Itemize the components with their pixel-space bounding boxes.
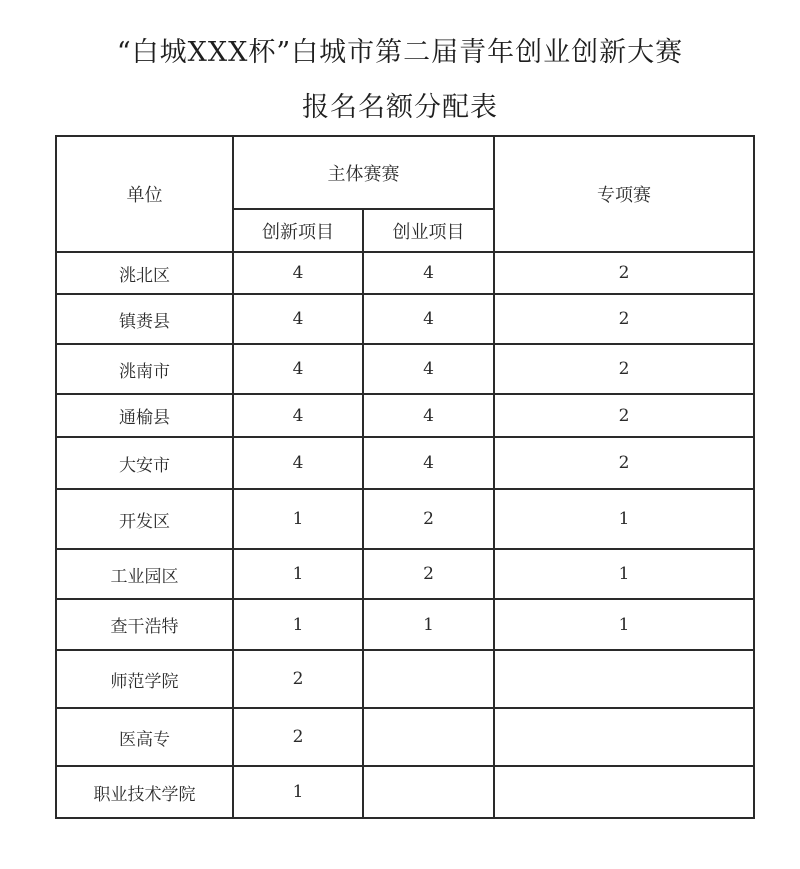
table-row (56, 252, 754, 294)
innovation-cell: 4 (233, 252, 363, 294)
unit-cell: 通榆县 (56, 394, 233, 437)
special-cell (494, 650, 754, 708)
special-cell: 2 (494, 394, 754, 437)
unit-cell: 职业技术学院 (56, 766, 233, 818)
innovation-cell: 2 (233, 650, 363, 708)
table-row (56, 650, 754, 708)
entrepreneurship-cell: 4 (363, 294, 494, 344)
unit-cell: 洮南市 (56, 344, 233, 394)
unit-cell: 洮北区 (56, 252, 233, 294)
innovation-cell: 4 (233, 394, 363, 437)
entrepreneurship-cell (363, 766, 494, 818)
special-cell (494, 708, 754, 766)
unit-cell: 镇赉县 (56, 294, 233, 344)
entrepreneurship-cell: 1 (363, 599, 494, 650)
innovation-cell: 1 (233, 599, 363, 650)
innovation-cell: 4 (233, 344, 363, 394)
entrepreneurship-cell: 2 (363, 549, 494, 599)
table-row (56, 708, 754, 766)
entrepreneurship-cell (363, 708, 494, 766)
unit-cell: 师范学院 (56, 650, 233, 708)
innovation-cell: 4 (233, 294, 363, 344)
table-row (56, 599, 754, 650)
table-row (56, 294, 754, 344)
table-row (56, 394, 754, 437)
table-row (56, 549, 754, 599)
entrepreneurship-cell: 4 (363, 394, 494, 437)
entrepreneurship-cell: 4 (363, 252, 494, 294)
unit-cell: 大安市 (56, 437, 233, 489)
unit-cell: 开发区 (56, 489, 233, 549)
special-cell (494, 766, 754, 818)
header-entrepreneurship: 创业项目 (363, 209, 494, 252)
innovation-cell: 1 (233, 766, 363, 818)
special-cell: 2 (494, 344, 754, 394)
table-row (56, 344, 754, 394)
header-innovation: 创新项目 (233, 209, 363, 252)
table-row (56, 489, 754, 549)
special-cell: 1 (494, 489, 754, 549)
special-cell: 2 (494, 437, 754, 489)
unit-cell: 查干浩特 (56, 599, 233, 650)
quota-table (55, 135, 755, 819)
entrepreneurship-cell: 4 (363, 437, 494, 489)
document-subtitle: 报名名额分配表 (302, 92, 498, 123)
table-row (56, 766, 754, 818)
innovation-cell: 1 (233, 549, 363, 599)
special-cell: 2 (494, 294, 754, 344)
entrepreneurship-cell (363, 650, 494, 708)
innovation-cell: 1 (233, 489, 363, 549)
unit-cell: 工业园区 (56, 549, 233, 599)
special-cell: 2 (494, 252, 754, 294)
entrepreneurship-cell: 4 (363, 344, 494, 394)
header-special: 专项赛 (494, 136, 754, 252)
table-row (56, 437, 754, 489)
innovation-cell: 4 (233, 437, 363, 489)
header-unit: 单位 (56, 136, 233, 252)
unit-cell: 医高专 (56, 708, 233, 766)
document-title: “白城XXX杯”白城市第二届青年创业创新大赛 (116, 37, 684, 68)
innovation-cell: 2 (233, 708, 363, 766)
special-cell: 1 (494, 549, 754, 599)
header-main-contest: 主体赛赛 (233, 136, 494, 209)
special-cell: 1 (494, 599, 754, 650)
entrepreneurship-cell: 2 (363, 489, 494, 549)
